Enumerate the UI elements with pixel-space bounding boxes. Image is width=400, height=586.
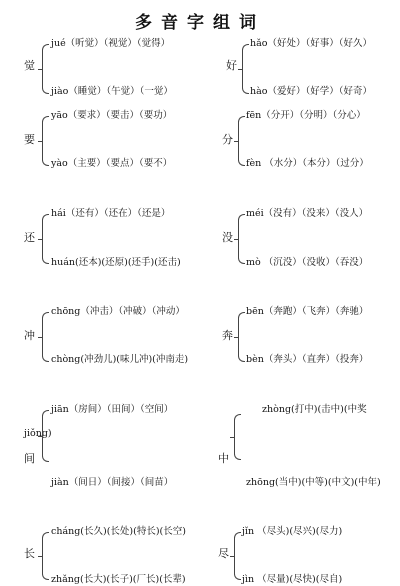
brace [242,44,249,94]
entry-reading-top: bēn（奔跑）（飞奔）（奔驰） [246,306,369,317]
brace [238,214,245,264]
brace [234,532,241,580]
entry-char: 间 [24,452,35,465]
entry-char: 尽 [218,547,229,560]
entry-reading-bottom: fèn （水分）（本分）（过分） [246,158,369,169]
brace [42,312,49,362]
entry-char: 好 [226,59,237,72]
entry-reading-bottom: jiào（睡觉）（午觉）（一觉） [51,86,173,97]
entry-reading-top: méi（没有）（没来）（没人） [246,208,369,219]
entry-char: 中 [218,452,229,465]
entry-char: 长 [24,547,35,560]
entry-reading-top: hái（还有）（还在）（还是） [51,208,171,219]
entry-reading-bottom: bèn（奔头）（直奔）（投奔） [246,354,369,365]
brace [234,414,241,460]
entry-reading-bottom: huán(还本)(还原)(还手)(还击) [51,257,181,268]
entry-reading-top: jǐn （尽头)(尽兴)(尽力) [242,526,343,537]
entry-char: 奔 [222,329,233,342]
entry-reading-top: yāo（要求）（要击）（要功） [51,110,173,121]
entry-reading-bottom: chòng(冲劲儿)(味儿冲)(冲南走) [51,354,189,365]
entry-char: 没 [222,231,233,244]
entry-char: 要 [24,133,35,146]
entry-char: 觉 [24,59,35,72]
entry-extra-reading: jiǒng) [24,428,52,439]
entry-reading-top: fēn（分开）（分明）（分心） [246,110,366,121]
entry-reading-bottom: zhōng(当中)(中等)(中文)(中年) [246,477,381,488]
brace [42,410,49,462]
entry-reading-bottom: hào（爱好）（好学）（好奇） [250,86,373,97]
entry-char: 冲 [24,329,35,342]
entry-reading-bottom: jìn （尽量)(尽快)(尽自) [242,574,343,585]
entry-reading-bottom: zhǎng(长大)(长子)(厂长)(长辈) [51,574,186,585]
entry-reading-top: zhòng(打中)(击中)(中奖 [262,404,367,415]
brace [42,116,49,166]
entry-reading-bottom: mò （沉没）（没收）（吞没） [246,257,369,268]
entry-reading-top: cháng(长久)(长处)(特长)(长空) [51,526,186,537]
brace [238,116,245,166]
entry-char: 分 [222,133,233,146]
brace [238,312,245,362]
brace [42,214,49,264]
brace [42,532,49,580]
entry-reading-bottom: jiàn（间日）（间接）（间苗） [51,477,174,488]
entry-char: 还 [24,231,35,244]
entry-reading-top: jué（听觉）（视觉）（觉得） [51,38,171,49]
page-title: 多音字组词 [135,13,265,33]
entry-reading-top: chōng（冲击）（冲破）（冲动） [51,306,185,317]
entry-reading-bottom: yào（主要）（要点）（要不） [51,158,173,169]
brace [42,44,49,94]
entry-reading-top: hǎo（好处）（好事）（好久） [250,38,373,49]
entry-reading-top: jiān（房间）（田间）（空间） [51,404,174,415]
